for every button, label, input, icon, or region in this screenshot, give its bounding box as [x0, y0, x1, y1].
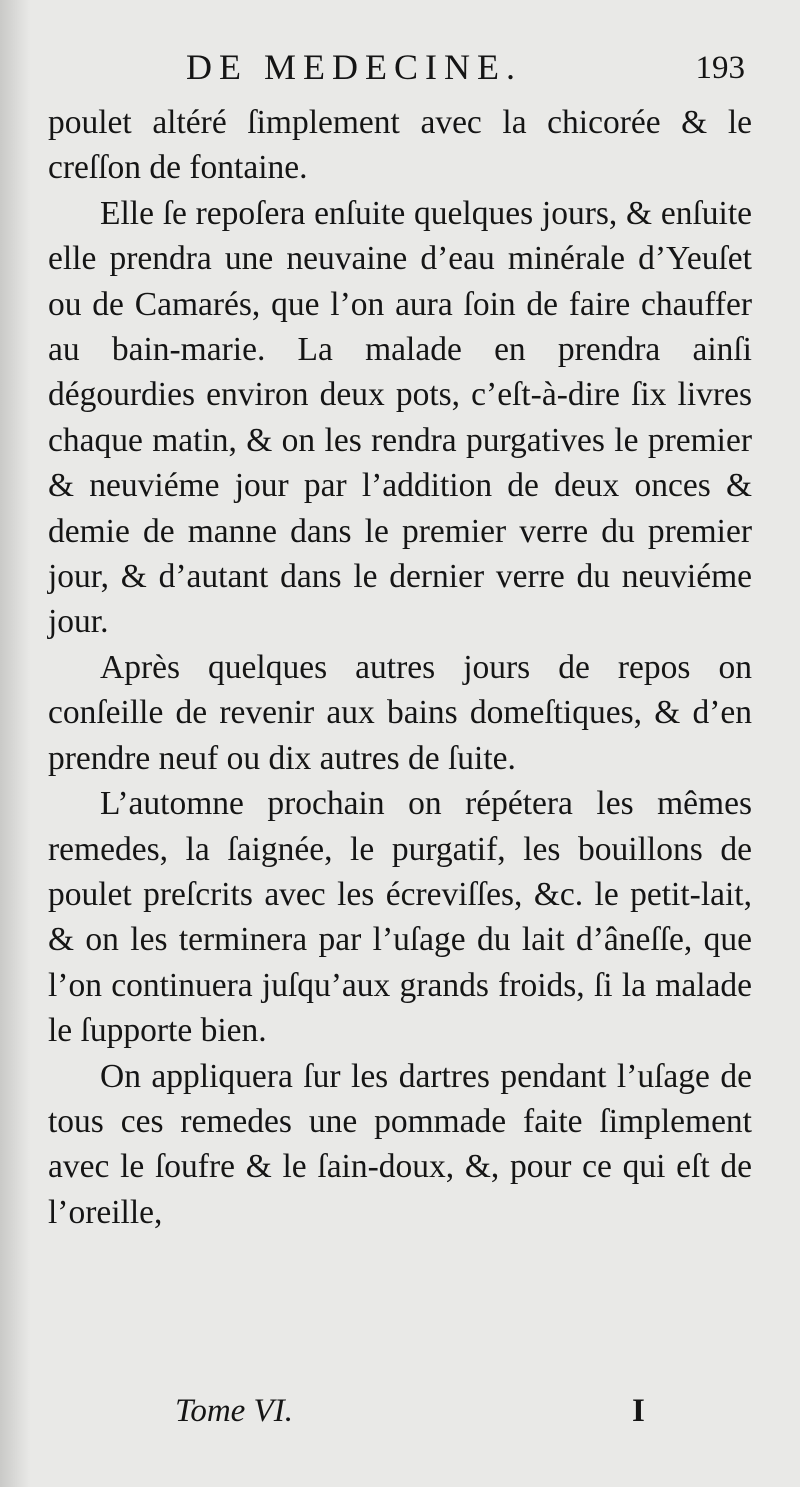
paragraph-continuation: poulet altéré ſimplement avec la chicorée & le creſſon de fontaine.: [48, 104, 752, 187]
page-number: 193: [695, 50, 745, 86]
signature-mark: I: [632, 1393, 645, 1429]
paragraph: L’automne prochain on répétera les mêmes remedes, la ſaignée, le purgatif, les bouillons de poulet preſcrits avec les écreviſſes, &c. le petit-lait, & on les terminera par l’uſage du lait d’âneſſe, que l’on continuera juſqu’aux grands froids, ſi la malade le ſupporte bien.: [48, 785, 752, 1050]
page-header: [60, 46, 745, 96]
signature-line: Tome VI.: [175, 1393, 293, 1429]
paragraph: On appliquera ſur les dartres pendant l’uſage de tous ces remedes une pommade faite ſimplement avec le ſoufre & le ſain-doux, &, pour ce qui eſt de l’oreille,: [48, 1057, 752, 1231]
page-footer: [0, 1393, 800, 1443]
paragraph: Elle ſe repoſera enſuite quelques jours, & enſuite elle prendra une neuvaine d’eau minérale d’Yeuſet ou de Camarés, que l’on aura ſoin de faire chauffer au bain-marie. La malade en prendra ainſi dégourdies environ deux pots, c’eſt-à-dire ſix livres chaque matin, & on les rendra purgatives le premier & neuviéme jour par l’addition de deux onces & demie de manne dans le premier verre du premier jour, & d’autant dans le dernier verre du neuviéme jour.: [48, 194, 752, 641]
body-text: [48, 100, 752, 1235]
paragraph: Après quelques autres jours de repos on conſeille de revenir aux bains domeſtiques, & d’en prendre neuf ou dix autres de ſuite.: [48, 648, 752, 777]
running-head: DE MEDECINE.: [186, 47, 522, 87]
